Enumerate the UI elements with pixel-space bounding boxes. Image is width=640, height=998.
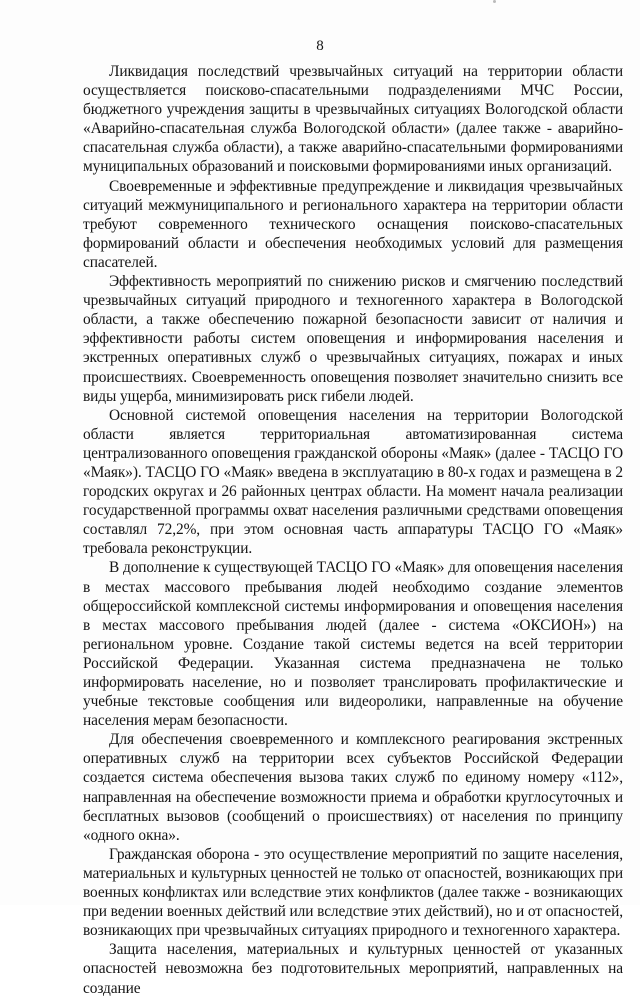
- paragraph-risk-reduction-effectiveness: Эффективность мероприятий по снижению рисков и смягчению последствий чрезвычайных ситуаций природного и техногенного характера в Вологодской области, а также обеспечению пожарной безопасности зависит от наличия и эффективности работы систем оповещения и информирования населения и экстренных оперативных служб о чрезвычайных ситуациях, пожарах и иных происшествиях. Своевременность оповещения позволяет значительно снизить все виды ущерба, минимизировать риск гибели людей.: [83, 273, 623, 405]
- page-number: 8: [316, 38, 324, 54]
- paragraph-timely-prevention: Своевременные и эффективные предупреждение и ликвидация чрезвычайных ситуаций межмуниципального и регионального характера на территории области требуют современного технического оснащения поисково-спасательных формирований области и обеспечения необходимых условий для размещения спасателей.: [83, 177, 623, 271]
- scan-speck: [493, 0, 496, 3]
- paragraph-civil-defense: Гражданская оборона - это осуществление мероприятий по защите населения, материальных и культурных ценностей не только от опасностей, возникающих при военных конфликтах или вследствие этих конфликтов (далее также - возникающих при ведении военных действий или вследствие этих действий), но и от опасностей, возникающих при чрезвычайных ситуациях природного и техногенного характера.: [83, 845, 623, 940]
- document-body: [83, 62, 623, 998]
- paragraph-emergency-liquidation: Ликвидация последствий чрезвычайных ситуаций на территории области осуществляется поисково-спасательными подразделениями МЧС России, бюджетного учреждения защиты в чрезвычайных ситуациях Вологодской области «Аварийно-спасательная служба Вологодской области» (далее также - аварийно-спасательная служба области), а также аварийно-спасательными формированиями муниципальных образований и поисковыми формированиями иных организаций.: [83, 63, 623, 176]
- paragraph-mayak-system: Основной системой оповещения населения на территории Вологодской области является территориальная автоматизированная система централизованного оповещения гражданской обороны «Маяк» (далее - ТАСЦО ГО «Маяк»). ТАСЦО ГО «Маяк» введена в эксплуатацию в 80-х годах и размещена в 2 городских округах и 26 районных центрах области. На момент начала реализации государственной программы охват населения различными средствами оповещения составлял 72,2%, при этом основная часть аппаратуры ТАСЦО ГО «Маяк» требовала реконструкции.: [83, 406, 623, 558]
- paragraph-protection-preparation: Защита населения, материальных и культурных ценностей от указанных опасностей невозможна без подготовительных мероприятий, направленных на создание: [83, 941, 623, 997]
- paragraph-oksion-system: В дополнение к существующей ТАСЦО ГО «Маяк» для оповещения населения в местах массового пребывания людей необходимо создание элементов общероссийской комплексной системы информирования и оповещения населения в местах массового пребывания людей (далее - система «ОКСИОН») на региональном уровне. Создание такой системы ведется на всей территории Российской Федерации. Указанная система предназначена не только информировать население, но и позволяет транслировать профилактические и учебные текстовые сообщения или видеоролики, направленные на обучение населения мерам безопасности.: [83, 559, 623, 730]
- paragraph-112-system: Для обеспечения своевременного и комплексного реагирования экстренных оперативных служб на территории всех субъектов Российской Федерации создается система обеспечения вызова таких служб по единому номеру «112», направленная на обеспечение возможности приема и обработки круглосуточных и бесплатных вызовов (сообщений о происшествиях) от населения по принципу «одного окна».: [83, 731, 623, 844]
